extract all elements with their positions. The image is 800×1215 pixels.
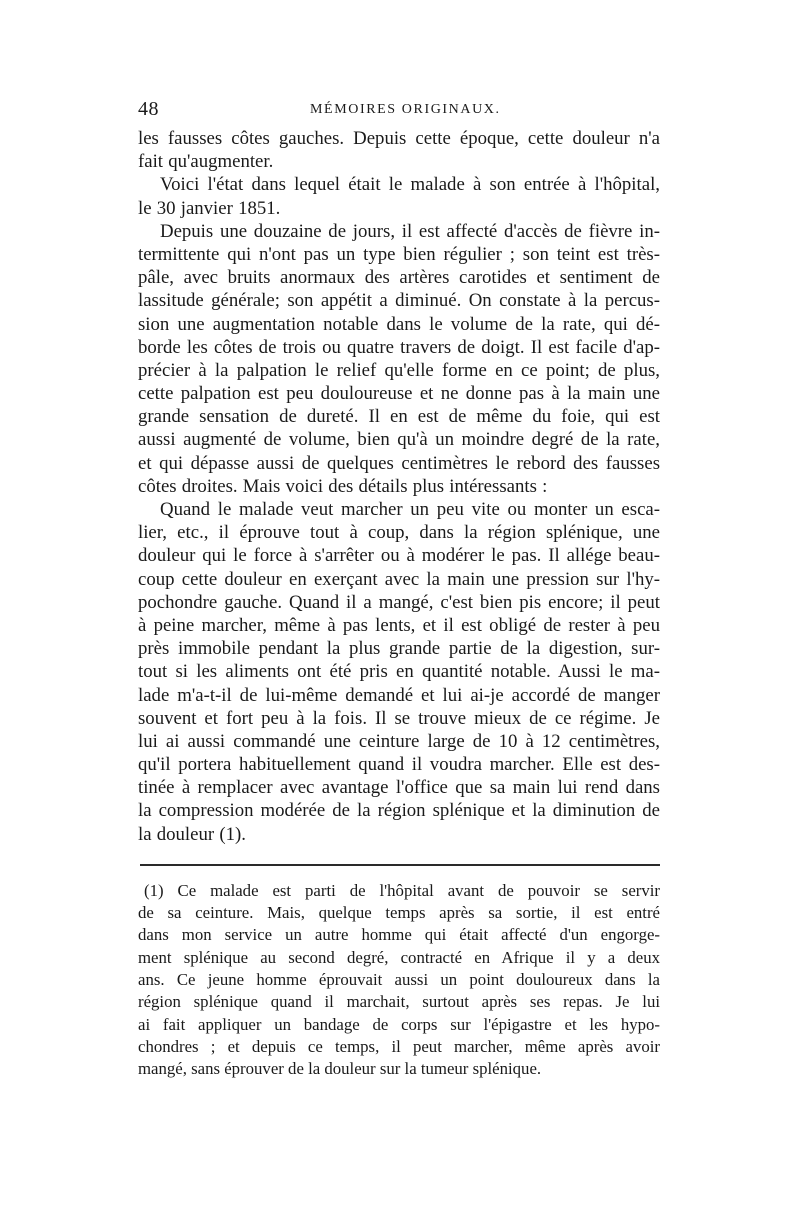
body-line: borde les côtes de trois ou quatre travers de doigt. Il est facile d'ap- [138, 336, 660, 358]
footnote-line: ai fait appliquer un bandage de corps sur l'épigastre et les hypo- [138, 1014, 660, 1034]
body-line: souvent et fort peu à la fois. Il se trouve mieux de ce régime. Je [138, 707, 660, 729]
body-line: grande sensation de dureté. Il en est de même du foie, qui est [138, 406, 660, 428]
body-line: pochondre gauche. Quand il a mangé, c'est bien pis encore; il peut [138, 591, 660, 613]
body-line: qu'il portera habituellement quand il voudra marcher. Elle est des- [138, 754, 660, 776]
main-text [138, 127, 660, 846]
book-page [138, 98, 660, 1080]
body-line: termittente qui n'ont pas un type bien régulier ; son teint est très- [138, 243, 660, 265]
body-line: côtes droites. Mais voici des détails plus intéressants : [138, 475, 548, 497]
footnote-line: dans mon service un autre homme qui était affecté d'un engorge- [138, 925, 660, 945]
body-line: tout si les aliments ont été pris en quantité notable. Aussi le ma- [138, 661, 660, 683]
body-line: tinée à remplacer avec avantage l'office que sa main lui rend dans [138, 777, 660, 799]
body-line: coup cette douleur en exerçant avec la main une pression sur l'hy- [138, 568, 660, 590]
footnote-line: ans. Ce jeune homme éprouvait aussi un point douloureux dans la [138, 970, 660, 989]
body-line: lade m'a-t-il de lui-même demandé et lui ai-je accordé de manger [138, 684, 660, 706]
footnote-line: chondres ; et depuis ce temps, il peut marcher, même après avoir [138, 1036, 660, 1056]
body-line: aussi augmenté de volume, bien qu'à un moindre degré de la rate, [138, 429, 660, 451]
footnote-line: région splénique quand il marchait, surtout après ses repas. Je lui [138, 992, 660, 1012]
footnote-line: mangé, sans éprouver de la douleur sur la tumeur splénique. [138, 1059, 542, 1079]
running-title: MÉMOIRES ORIGINAUX. [310, 102, 501, 117]
body-line: sion une augmentation notable dans le volume de la rate, qui dé- [138, 313, 660, 335]
body-line: lassitude générale; son appétit a diminué. On constate à la percus- [138, 290, 660, 312]
body-line: la douleur (1). [138, 823, 246, 845]
body-line: fait qu'augmenter. [138, 151, 274, 173]
footnote-line: (1) Ce malade est parti de l'hôpital avant de pouvoir se servir [144, 880, 660, 900]
body-line: lier, etc., il éprouve tout à coup, dans la région splénique, une [138, 522, 660, 544]
body-line: Voici l'état dans lequel était le malade à son entrée à l'hôpital, [160, 174, 660, 196]
body-line: Depuis une douzaine de jours, il est affecté d'accès de fièvre in- [160, 220, 660, 242]
body-line: la compression modérée de la région splénique et la diminution de [138, 800, 660, 822]
running-head [138, 98, 660, 124]
footnote-line: ment splénique au second degré, contracté en Afrique il y a deux [138, 947, 660, 967]
footnote [138, 880, 660, 1081]
body-line: les fausses côtes gauches. Depuis cette époque, cette douleur n'a [138, 128, 660, 149]
footnote-line: de sa ceinture. Mais, quelque temps après sa sortie, il est entré [138, 903, 660, 923]
body-line: à peine marcher, même à pas lents, et il est obligé de rester à peu [138, 614, 660, 636]
body-line: et qui dépasse aussi de quelques centimètres le rebord des fausses [138, 452, 660, 474]
body-line: précier à la palpation le relief qu'elle forme en ce point; de plus, [138, 359, 660, 381]
body-line: douleur qui le force à s'arrêter ou à modérer le pas. Il allége beau- [138, 545, 660, 567]
body-line: pâle, avec bruits anormaux des artères carotides et sentiment de [138, 267, 660, 289]
page-number: 48 [138, 98, 159, 120]
body-line: lui ai aussi commandé une ceinture large de 10 à 12 centimètres, [138, 730, 660, 752]
body-line: près immobile pendant la plus grande partie de la digestion, sur- [138, 638, 660, 660]
body-line: Quand le malade veut marcher un peu vite ou monter un esca- [160, 499, 660, 520]
body-line: cette palpation est peu douloureuse et ne donne pas à la main une [138, 383, 660, 405]
footnote-separator [140, 864, 660, 866]
body-line: le 30 janvier 1851. [138, 197, 281, 219]
